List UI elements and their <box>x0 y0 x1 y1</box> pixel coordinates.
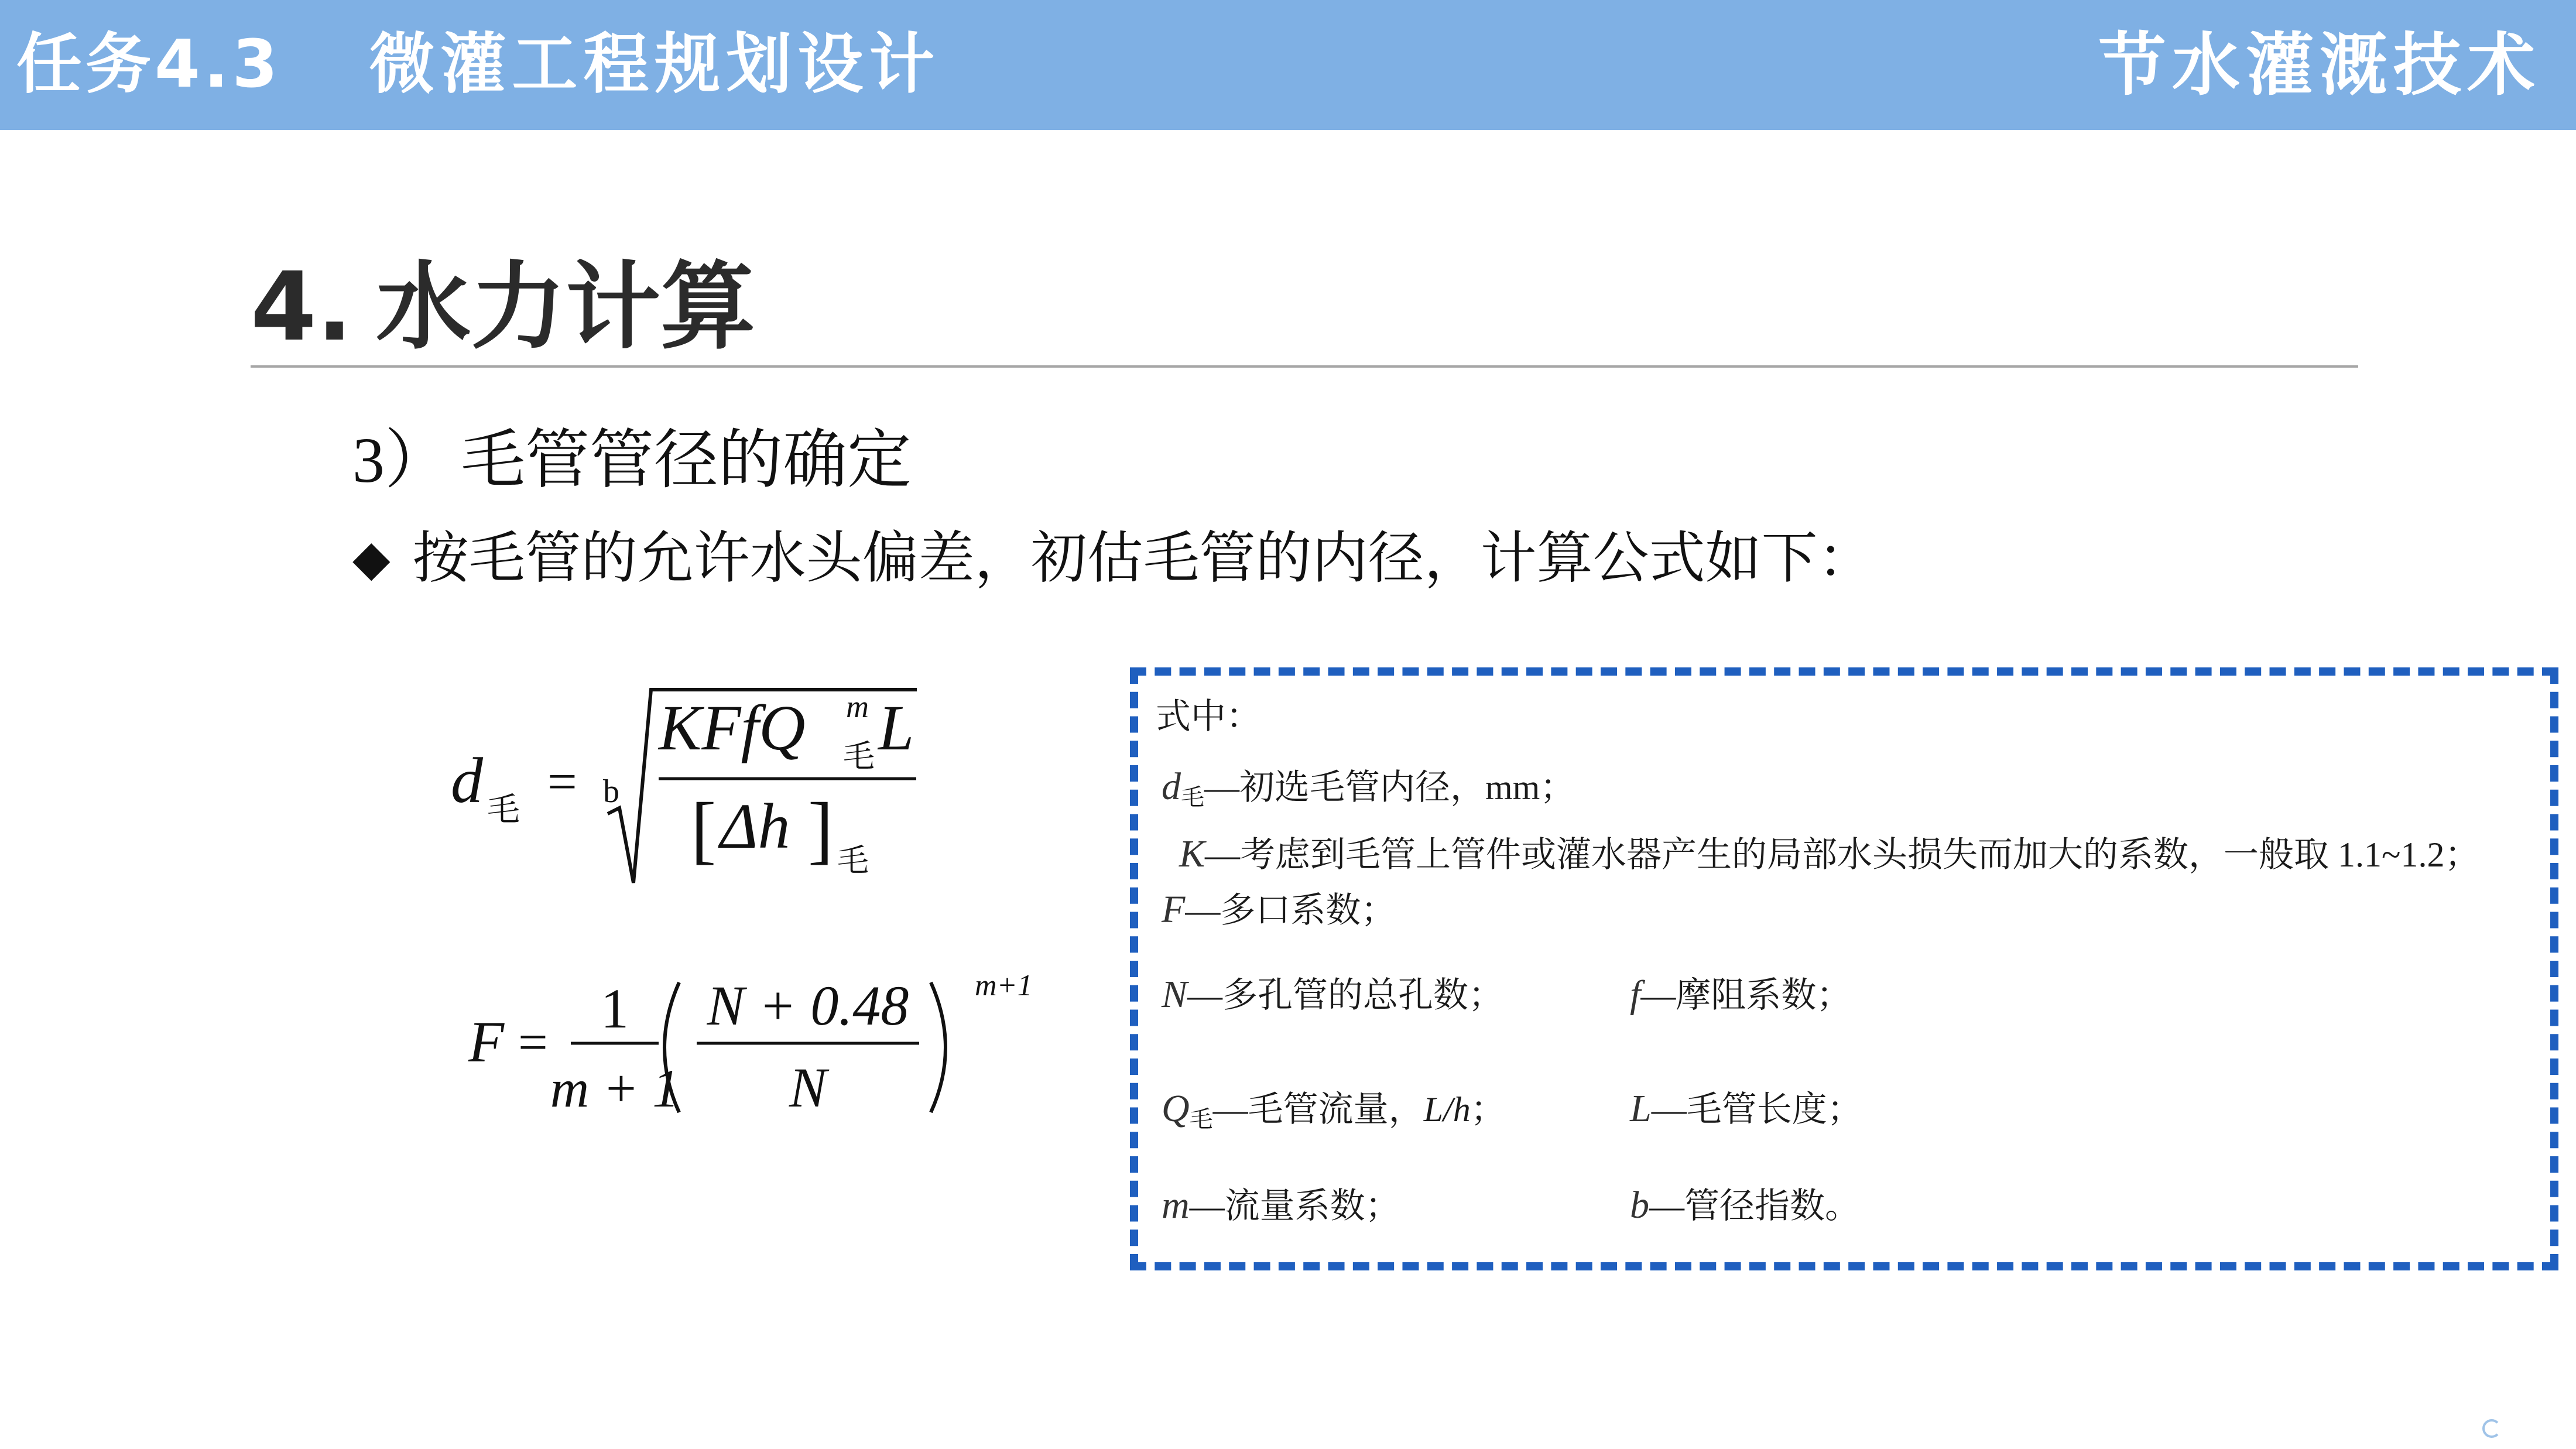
watermark-logo-icon <box>2482 1419 2501 1438</box>
f2-exponent: m+1 <box>975 969 1033 1002</box>
f1-lhs: d <box>451 745 483 816</box>
subsection-title: 毛管管径的确定 <box>461 422 912 497</box>
header-bar <box>0 0 2576 130</box>
course-name: 节水灌溉技术 <box>2098 26 2541 105</box>
f1-num-sub: 毛 <box>843 739 875 774</box>
bullet-text: 按毛管的允许水头偏差，初估毛管的内径，计算公式如下： <box>412 525 1874 591</box>
legend-item-m: m—流量系数； <box>1162 1184 1400 1227</box>
f1-num-sup: m <box>846 689 869 724</box>
header-left <box>16 23 940 105</box>
f2-eq: = <box>518 1013 548 1071</box>
f1-eq: = <box>547 753 577 811</box>
subsection-index: 3） <box>352 424 449 496</box>
formula-graphic <box>433 662 1060 1153</box>
legend-item-l: L—毛管长度； <box>1630 1087 1862 1130</box>
formula-area <box>433 662 1060 1153</box>
legend-item-q: $Q_毛—$毛管流量，L/h； <box>1162 1087 1506 1132</box>
legend-item-d: $d_毛—$初选毛管内径，mm； <box>1162 765 1575 810</box>
legend-item-b: b—管径指数。 <box>1630 1184 1860 1227</box>
symbol-legend-box <box>1130 667 2558 1270</box>
task-title: 微灌工程规划设计 <box>369 26 941 102</box>
section-title-text: 水力计算 <box>376 252 756 362</box>
legend-item-n: N—多孔管的总孔数； <box>1162 973 1504 1016</box>
diamond-bullet-icon: ◆ <box>352 529 390 587</box>
f2-frac1-num: 1 <box>601 977 629 1040</box>
section-title <box>251 252 755 363</box>
f1-lhs-sub: 毛 <box>487 792 520 828</box>
legend-intro: 式中： <box>1156 697 1261 736</box>
f1-root-index: b <box>603 773 619 810</box>
watermark <box>2482 1417 2553 1440</box>
f2-frac2-den: N <box>789 1056 827 1119</box>
f1-den-sub: 毛 <box>837 843 869 878</box>
f2-frac1-den: m + 1 <box>550 1059 680 1118</box>
subsection-heading <box>352 419 912 501</box>
legend-item-k: K—考虑到毛管上管件或灌水器产生的局部水头损失而加大的系数，一般取 1.1~1.2； <box>1179 833 2480 875</box>
f1-den-open: [ <box>691 787 717 872</box>
legend-item-f-upper: F—多口系数； <box>1162 888 1396 931</box>
f2-lhs: F <box>468 1009 505 1074</box>
f1-num-tail: L <box>878 692 914 763</box>
title-divider <box>251 365 2358 368</box>
task-number: 任务4.3 <box>16 26 282 102</box>
f1-num-main: KFfQ <box>659 692 806 763</box>
f2-close-paren <box>931 982 946 1112</box>
f2-frac2-num: N + 0.48 <box>707 974 909 1037</box>
f1-den-delta: Δh <box>720 790 790 862</box>
bullet-line <box>352 520 1874 596</box>
f1-den-close: ] <box>808 787 834 872</box>
section-number: 4. <box>251 252 353 362</box>
legend-item-f-lower: f—摩阻系数； <box>1630 973 1852 1016</box>
